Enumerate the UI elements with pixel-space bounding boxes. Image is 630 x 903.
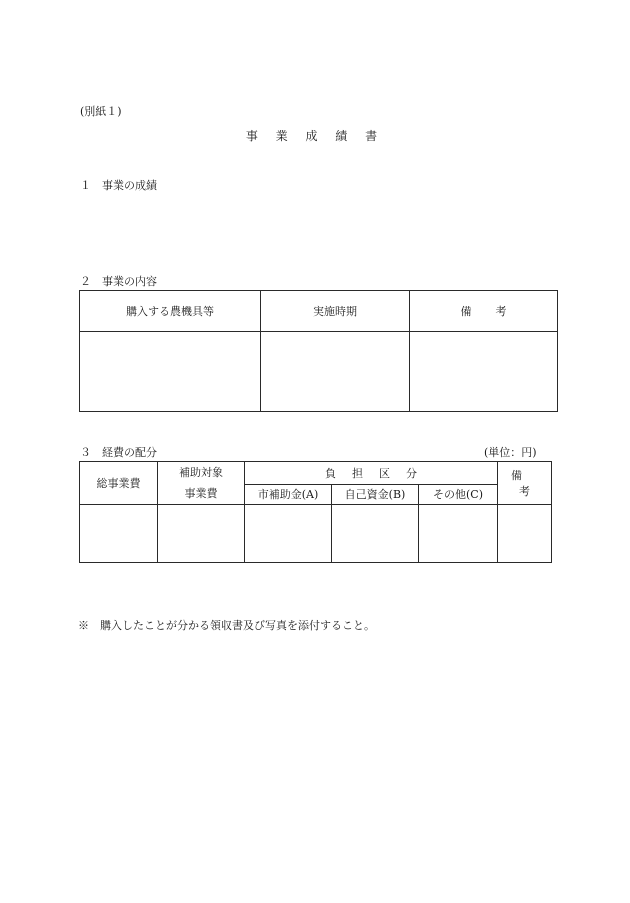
subsidized-line1: 補助対象 xyxy=(179,466,223,479)
header-city-subsidy: 市補助金(A) xyxy=(245,484,332,504)
annex-label: (別紙１) xyxy=(80,105,122,118)
attachment-note: ※ 購入したことが分かる領収書及び写真を添付すること。 xyxy=(78,619,375,632)
business-content-table xyxy=(79,290,558,412)
table-header-row xyxy=(80,462,552,485)
header-other: その他(C) xyxy=(419,484,498,504)
header-total-cost: 総事業費 xyxy=(80,462,158,505)
subsidized-line2: 事業費 xyxy=(184,487,218,500)
table-header-row xyxy=(80,291,558,332)
document-title: 事 業 成 績 書 xyxy=(245,129,385,143)
header-implementation-period: 実施時期 xyxy=(261,291,410,332)
header-own-funds: 自己資金(B) xyxy=(332,484,419,504)
cost-allocation-table xyxy=(79,461,552,563)
cell-subsidized-cost[interactable] xyxy=(158,505,245,563)
cell-remarks[interactable] xyxy=(498,505,552,563)
section1-heading: １ 事業の成績 xyxy=(80,179,157,192)
table-row xyxy=(80,505,552,563)
header-remarks: 備考 xyxy=(498,462,552,505)
cell-city-subsidy[interactable] xyxy=(245,505,332,563)
header-purchased-equipment: 購入する農機具等 xyxy=(80,291,261,332)
section2-heading: ２ 事業の内容 xyxy=(80,275,157,288)
header-subsidized-cost xyxy=(158,462,245,505)
cell-own-funds[interactable] xyxy=(332,505,419,563)
unit-label: (単位：円) xyxy=(484,446,537,459)
table-row xyxy=(80,332,558,412)
header-remarks: 備考 xyxy=(410,291,558,332)
cell-other[interactable] xyxy=(419,505,498,563)
cell-total-cost[interactable] xyxy=(80,505,158,563)
cell-implementation-period[interactable] xyxy=(261,332,410,412)
section3-heading: ３ 経費の配分 xyxy=(80,446,157,459)
cell-remarks[interactable] xyxy=(410,332,558,412)
cell-purchased-equipment[interactable] xyxy=(80,332,261,412)
header-burden-classification: 負担区分 xyxy=(245,462,498,485)
